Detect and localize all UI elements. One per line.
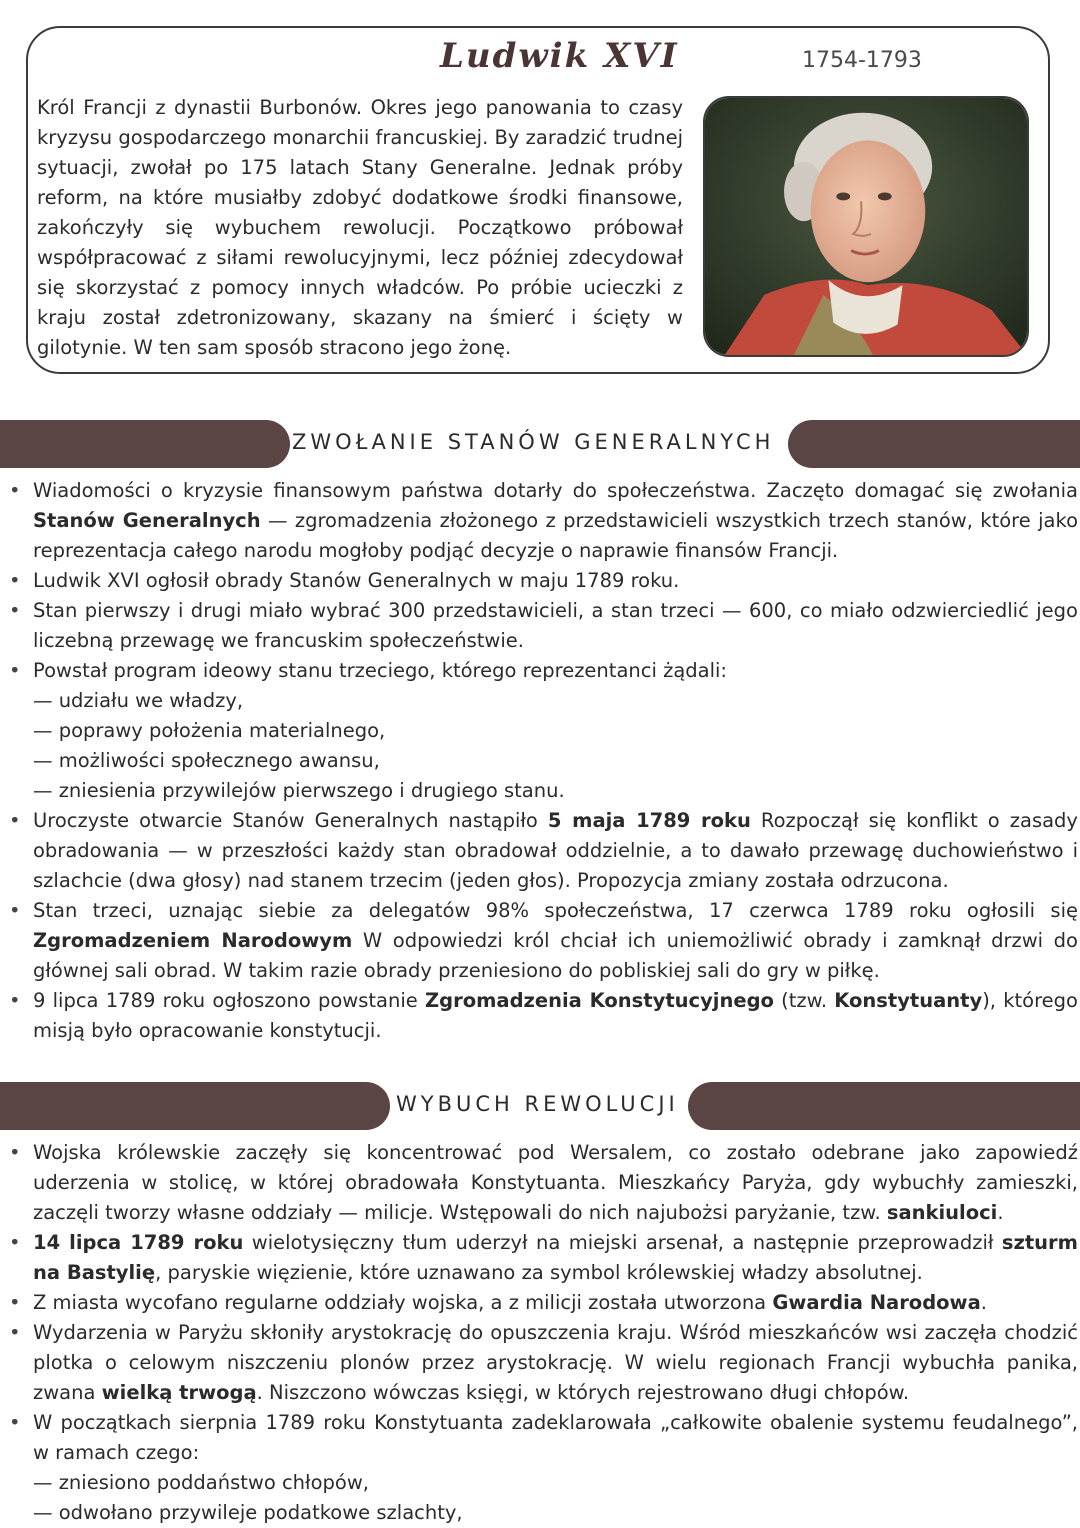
list-item: • Ludwik XVI ogłosił obrady Stanów Generalnych w maju 1789 roku. [0, 566, 1080, 596]
section-bar-right [688, 1082, 1080, 1130]
section-header-zwolanie [0, 420, 1080, 468]
dash-item: — możliwości społecznego awansu, [33, 749, 380, 772]
bio-name-heading: Ludwik XVI [440, 36, 679, 76]
bullet-list-zwolanie [0, 476, 1080, 1046]
dash-item: — zniesiono poddaństwo chłopów, [33, 1471, 369, 1494]
list-item: • Wiadomości o kryzysie finansowym państwa dotarły do społeczeństwa. Zaczęto domagać się zwołania Stanów Generalnych — zgromadzenia złożonego z przedstawicieli wszystkich trzech stanów, które jako reprezentacja całego narodu mogłoby podjąć decyzje o naprawie finansów Francji. [0, 476, 1080, 566]
list-item: • Wydarzenia w Paryżu skłoniły arystokrację do opuszczenia kraju. Wśród mieszkańców wsi zaczęła chodzić plotka o celowym niszczeniu plonów przez arystokrację. W wielu regionach Francji wybuchła panika, zwana wielką trwogą. Niszczono wówczas księgi, w których rejestrowano długi chłopów. [0, 1318, 1080, 1408]
list-item: • 9 lipca 1789 roku ogłoszono powstanie Zgromadzenia Konstytucyjnego (tzw. Konstytuanty), którego misją było opracowanie konstytucji. [0, 986, 1080, 1046]
dash-item: — poprawy położenia materialnego, [33, 719, 386, 742]
list-item: • Z miasta wycofano regularne oddziały wojska, a z milicji została utworzona Gwardia Narodowa. [0, 1288, 1080, 1318]
dash-item: — zniesienia przywilejów pierwszego i drugiego stanu. [33, 779, 565, 802]
section-title: WYBUCH REWOLUCJI [396, 1092, 679, 1116]
list-item: • Stan trzeci, uznając siebie za delegatów 98% społeczeństwa, 17 czerwca 1789 roku ogłosili się Zgromadzeniem Narodowym W odpowiedzi król chciał ich uniemożliwić obrady i zamknął drzwi do głównej sali obrad. W takim razie obrady przeniesiono do pobliskiej sali do gry w piłkę. [0, 896, 1080, 986]
dash-item: — odwołano przywileje podatkowe szlachty, [33, 1501, 463, 1524]
section-bar-right [788, 420, 1080, 468]
section-bar-left [0, 420, 290, 468]
list-item: • Stan pierwszy i drugi miało wybrać 300 przedstawicieli, a stan trzeci — 600, co miało odzwierciedlić jego liczebną przewagę we francuskim społeczeństwie. [0, 596, 1080, 656]
list-item: • 14 lipca 1789 roku wielotysięczny tłum uderzył na miejski arsenał, a następnie przeprowadził szturm na Bastylię, paryskie więzienie, które uznawano za symbol królewskiej władzy absolutnej. [0, 1228, 1080, 1288]
portrait-image [703, 96, 1029, 357]
bio-text: Król Francji z dynastii Burbonów. Okres jego panowania to czasy kryzysu gospodarczego monarchii francuskiej. By zaradzić trudnej sytuacji, zwołał po 175 latach Stany Generalne. Jednak próby reform, na które musiałby zdobyć dodatkowe środki finansowe, zakończyły się wybuchem rewolucji. Początkowo próbował współpracować z siłami rewolucyjnymi, lecz później zdecydował się skorzystać z pomocy innych władców. Po próbie ucieczki z kraju został zdetronizowany, skazany na śmierć i ścięty w gilotynie. W ten sam sposób stracono jego żonę. [37, 96, 683, 359]
list-item: • Uroczyste otwarcie Stanów Generalnych nastąpiło 5 maja 1789 roku Rozpoczął się konflikt o zasady obradowania — w przeszłości każdy stan obradował oddzielnie, a to dawało przewagę duchowieństwo i szlachcie (dwa głosy) nad stanem trzecim (jeden głos). Propozycja zmiany została odrzucona. [0, 806, 1080, 896]
section-title: ZWOŁANIE STANÓW GENERALNYCH [292, 430, 775, 454]
bio-years: 1754-1793 [802, 48, 922, 73]
section-bar-left [0, 1082, 390, 1130]
bullet-list-wybuch [0, 1138, 1080, 1528]
dash-item: — udziału we władzy, [33, 689, 244, 712]
list-item: • Wojska królewskie zaczęły się koncentrować pod Wersalem, co zostało odebrane jako zapowiedź uderzenia w stolicę, w której obradowała Konstytuanta. Mieszkańcy Paryża, gdy wybuchły zamieszki, zaczęli tworzy własne oddziały — milicje. Wstępowali do nich najubożsi paryżanie, tzw. sankiuloci. [0, 1138, 1080, 1228]
list-item: • W początkach sierpnia 1789 roku Konstytuanta zadeklarowała „całkowite obalenie systemu feudalnego”, w ramach czego: — zniesiono poddaństwo chłopów, — odwołano przywileje podatkowe szlachty, [0, 1408, 1080, 1528]
list-item: • Powstał program ideowy stanu trzeciego, którego reprezentanci żądali: — udziału we władzy, — poprawy położenia materialnego, — możliwości społecznego awansu, — zniesienia przywilejów pierwszego i drugiego stanu. [0, 656, 1080, 806]
section-header-wybuch [0, 1082, 1080, 1130]
